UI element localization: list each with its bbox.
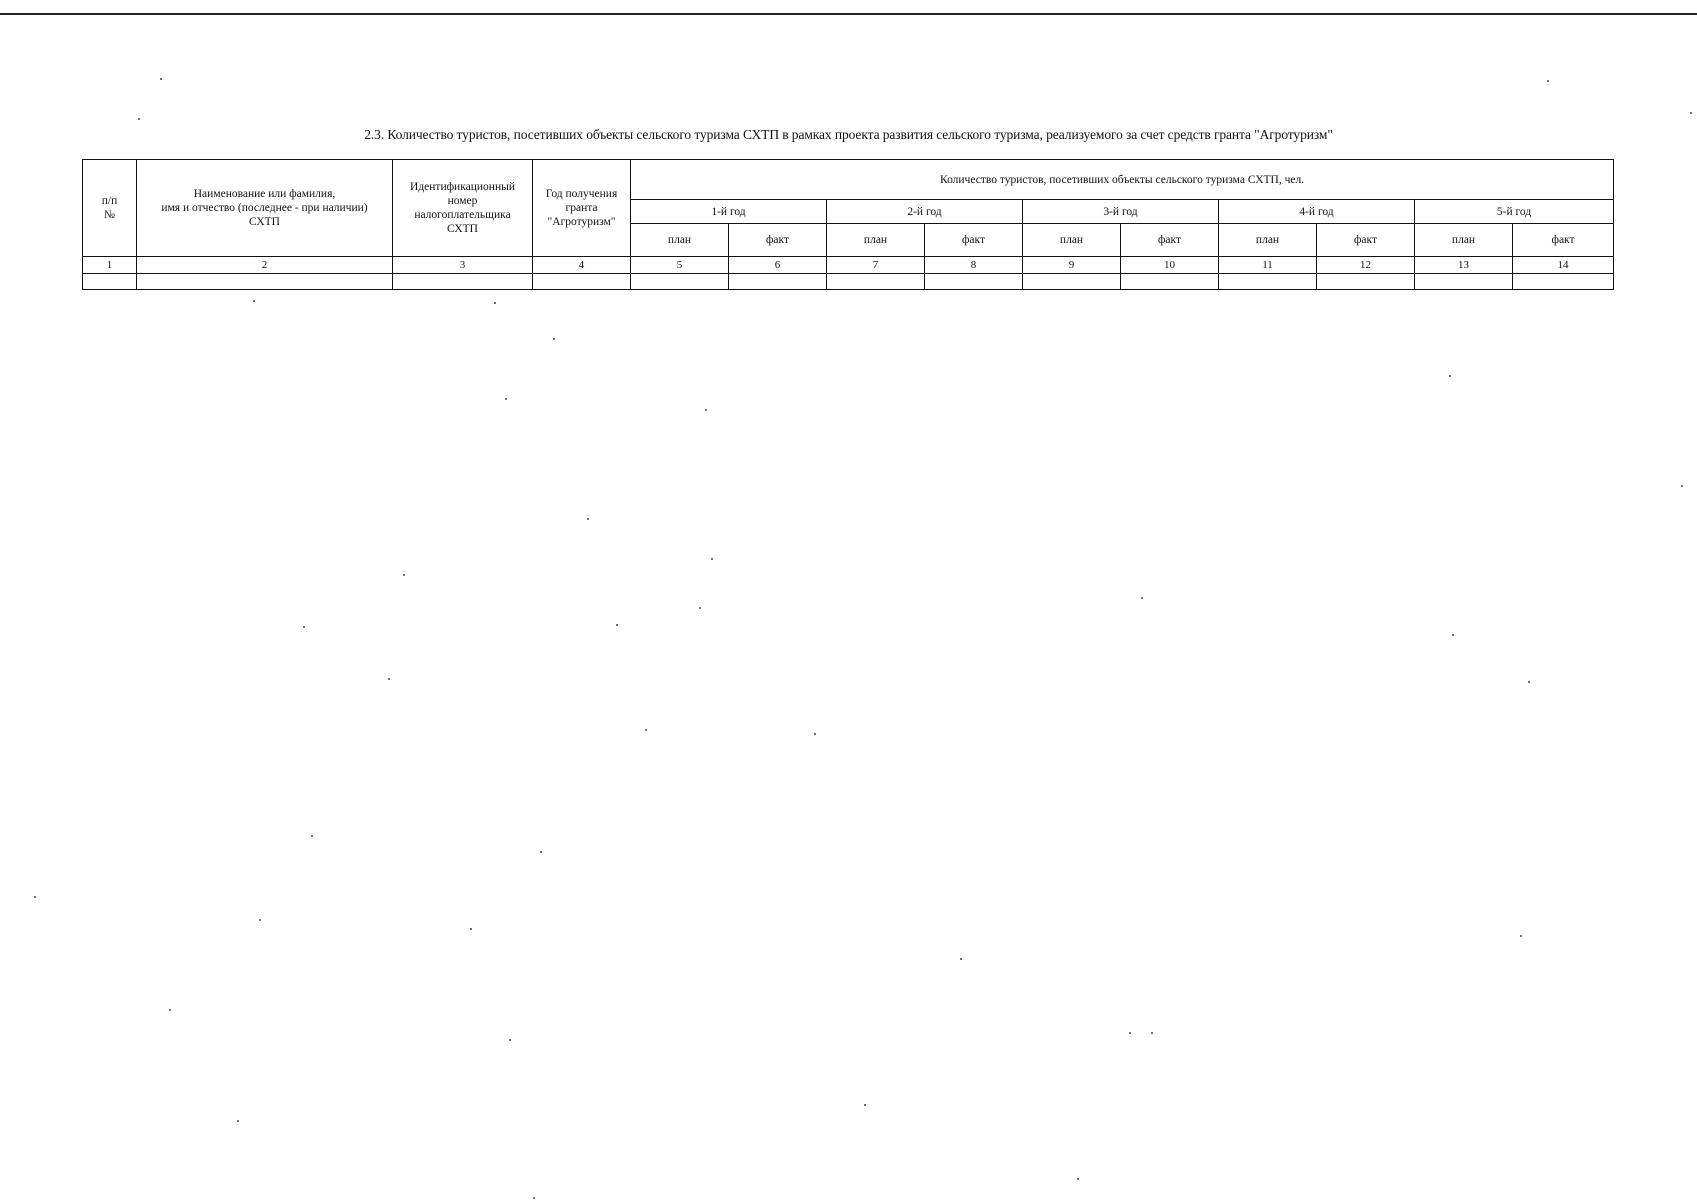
scan-speck <box>505 398 507 400</box>
column-number: 12 <box>1317 257 1415 274</box>
empty-cell <box>1317 274 1415 290</box>
column-number-row <box>83 257 1614 274</box>
top-rule <box>0 13 1697 15</box>
scan-speck <box>616 624 618 626</box>
header-plan: план <box>1219 224 1317 257</box>
empty-cell <box>1023 274 1121 290</box>
scan-speck <box>960 958 962 960</box>
empty-cell <box>925 274 1023 290</box>
header-inn <box>393 160 533 257</box>
scan-speck <box>1452 634 1454 636</box>
header-inn-line: Идентификационный <box>410 181 515 193</box>
header-fact: факт <box>1317 224 1415 257</box>
header-name-line: имя и отчество (последнее - при наличии) <box>161 202 368 214</box>
scan-speck <box>34 896 36 898</box>
scan-speck <box>1129 1032 1131 1034</box>
header-year-5: 5-й год <box>1415 200 1614 224</box>
header-tourists-count: Количество туристов, посетивших объекты сельского туризма СХТП, чел. <box>631 160 1614 200</box>
column-number: 10 <box>1121 257 1219 274</box>
scan-speck <box>864 1104 866 1106</box>
header-fact: факт <box>1513 224 1614 257</box>
scan-speck <box>303 626 305 628</box>
column-number: 4 <box>533 257 631 274</box>
scan-speck <box>814 733 816 735</box>
header-row-number-line: п/п <box>101 195 118 207</box>
header-inn-line: налогоплательщика <box>414 209 511 221</box>
header-plan: план <box>631 224 729 257</box>
header-year-3: 3-й год <box>1023 200 1219 224</box>
header-row-number-line: № <box>104 209 115 221</box>
scan-speck <box>1141 597 1143 599</box>
empty-cell <box>1219 274 1317 290</box>
scan-speck <box>253 300 255 302</box>
scan-speck <box>237 1120 239 1122</box>
scan-speck <box>553 338 555 340</box>
scan-speck <box>711 558 713 560</box>
column-number: 5 <box>631 257 729 274</box>
column-number: 1 <box>83 257 137 274</box>
header-grant-year <box>533 160 631 257</box>
header-name <box>137 160 393 257</box>
scan-speck <box>1520 935 1522 937</box>
empty-data-row <box>83 274 1614 290</box>
empty-cell <box>1415 274 1513 290</box>
header-fact: факт <box>729 224 827 257</box>
scan-speck <box>160 78 162 80</box>
header-plan: план <box>827 224 925 257</box>
column-number: 11 <box>1219 257 1317 274</box>
empty-cell <box>137 274 393 290</box>
header-year-2: 2-й год <box>827 200 1023 224</box>
scan-speck <box>509 1039 511 1041</box>
empty-cell <box>631 274 729 290</box>
scan-speck <box>1528 681 1530 683</box>
scan-speck <box>311 835 313 837</box>
scan-speck <box>1681 485 1683 487</box>
header-grant-year-line: "Агротуризм" <box>547 216 616 228</box>
empty-cell <box>1513 274 1614 290</box>
header-fact: факт <box>1121 224 1219 257</box>
column-number: 6 <box>729 257 827 274</box>
empty-cell <box>533 274 631 290</box>
column-number: 14 <box>1513 257 1614 274</box>
column-number: 8 <box>925 257 1023 274</box>
header-grant-year-line: гранта <box>565 202 598 214</box>
empty-cell <box>729 274 827 290</box>
header-inn-line: СХТП <box>446 223 478 235</box>
table-title: 2.3. Количество туристов, посетивших объекты сельского туризма СХТП в рамках проекта развития сельского туризма, реализуемого за счет средств гранта "Агротуризм" <box>364 127 1333 142</box>
header-name-line: СХТП <box>248 216 280 228</box>
column-number: 7 <box>827 257 925 274</box>
scan-speck <box>259 919 261 921</box>
header-fact: факт <box>925 224 1023 257</box>
scan-speck <box>470 928 472 930</box>
empty-cell <box>83 274 137 290</box>
column-number: 9 <box>1023 257 1121 274</box>
scan-speck <box>138 118 140 120</box>
scan-speck <box>699 607 701 609</box>
scan-speck <box>1151 1032 1153 1034</box>
scan-speck <box>1449 375 1451 377</box>
header-grant-year-line: Год получения <box>545 188 618 200</box>
scan-speck <box>587 518 589 520</box>
scan-speck <box>169 1009 171 1011</box>
tourists-table <box>82 159 1614 290</box>
scan-speck <box>388 678 390 680</box>
scan-speck <box>540 851 542 853</box>
scan-speck <box>494 302 496 304</box>
scan-speck <box>1077 1178 1079 1180</box>
column-number: 2 <box>137 257 393 274</box>
scan-speck <box>705 409 707 411</box>
scan-speck <box>403 574 405 576</box>
scan-speck <box>1690 112 1692 114</box>
header-inn-line: номер <box>447 195 478 207</box>
header-year-4: 4-й год <box>1219 200 1415 224</box>
header-plan: план <box>1415 224 1513 257</box>
empty-cell <box>393 274 533 290</box>
header-row-number <box>83 160 137 257</box>
header-year-1: 1-й год <box>631 200 827 224</box>
empty-cell <box>1121 274 1219 290</box>
header-plan: план <box>1023 224 1121 257</box>
column-number: 13 <box>1415 257 1513 274</box>
column-number: 3 <box>393 257 533 274</box>
scan-speck <box>533 1197 535 1199</box>
scan-speck <box>645 729 647 731</box>
empty-cell <box>827 274 925 290</box>
scan-speck <box>1547 80 1549 82</box>
header-name-line: Наименование или фамилия, <box>193 188 336 200</box>
